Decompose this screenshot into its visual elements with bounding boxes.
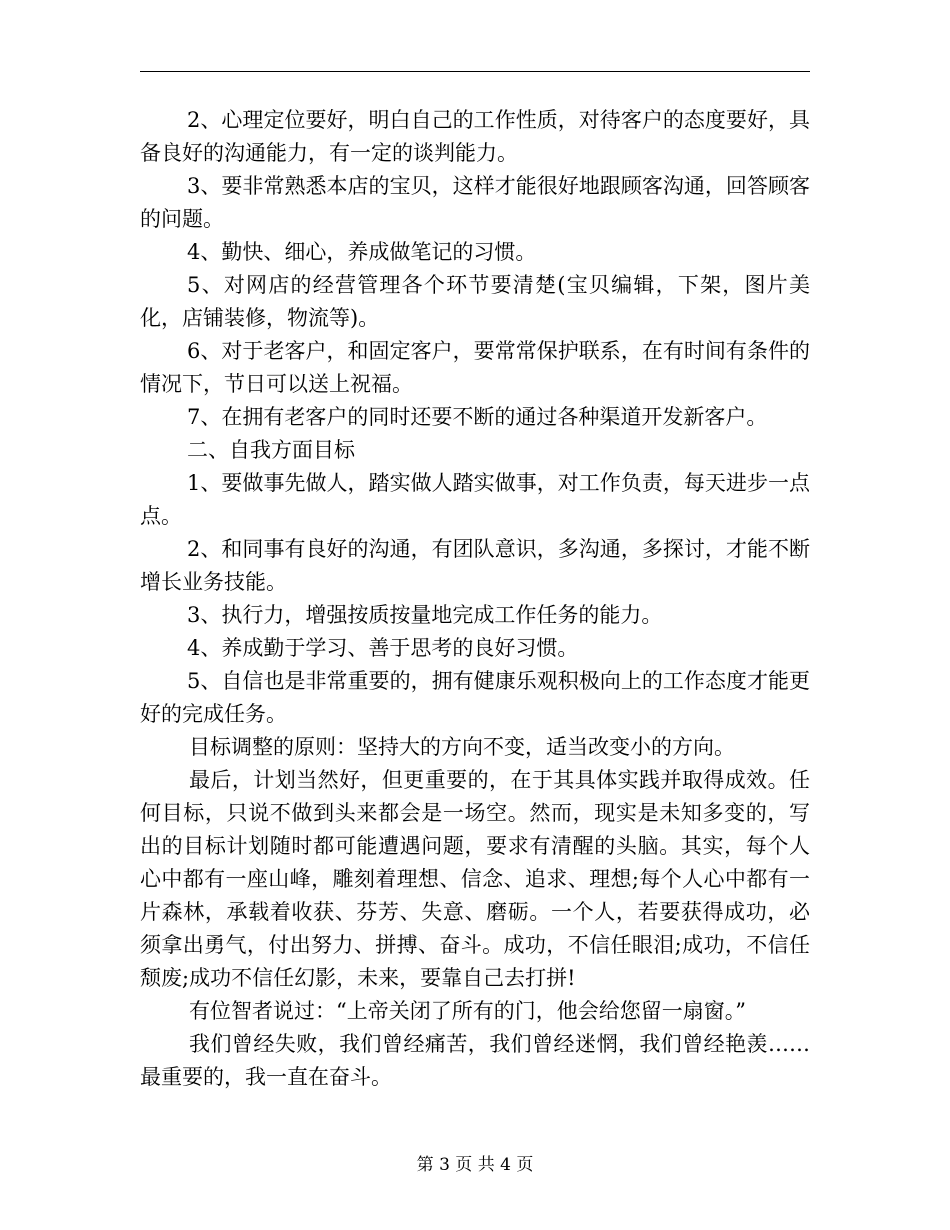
paragraph-quote: 有位智者说过：“上帝关闭了所有的门，他会给您留一扇窗。” bbox=[189, 999, 746, 1023]
paragraph-goal-2: 2、心理定位要好，明白自己的工作性质，对待客户的态度要好，具备良好的沟通能力，有一定的谈判能力。 bbox=[140, 108, 810, 165]
paragraph-self-5: 5、自信也是非常重要的，拥有健康乐观积极向上的工作态度才能更好的完成任务。 bbox=[140, 669, 810, 726]
paragraph-goal-4: 4、勤快、细心，养成做笔记的习惯。 bbox=[187, 240, 537, 264]
paragraph-self-4: 4、养成勤于学习、善于思考的良好习惯。 bbox=[187, 636, 579, 660]
page-footer: 第 3 页 共 4 页 bbox=[416, 1155, 534, 1175]
paragraph-goal-3: 3、要非常熟悉本店的宝贝，这样才能很好地跟顾客沟通，回答顾客的问题。 bbox=[140, 174, 810, 231]
paragraph-adjustment-principle: 目标调整的原则：坚持大的方向不变，适当改变小的方向。 bbox=[189, 735, 735, 759]
paragraph-goal-7: 7、在拥有老客户的同时还要不断的通过各种渠道开发新客户。 bbox=[187, 405, 768, 429]
paragraph-self-2: 2、和同事有良好的沟通，有团队意识，多沟通，多探讨，才能不断增长业务技能。 bbox=[140, 537, 810, 594]
document-body bbox=[140, 104, 810, 1094]
paragraph-goal-6: 6、对于老客户，和固定客户，要常常保护联系，在有时间有条件的情况下，节日可以送上祝福。 bbox=[140, 339, 810, 396]
paragraph-self-3: 3、执行力，增强按质按量地完成工作任务的能力。 bbox=[187, 603, 663, 627]
paragraph-conclusion: 最后，计划当然好，但更重要的，在于其具体实践并取得成效。任何目标，只说不做到头来都会是一场空。然而，现实是未知多变的，写出的目标计划随时都可能遭遇问题，要求有清醒的头脑。其实，每个人心中都有一座山峰，雕刻着理想、信念、追求、理想;每个人心中都有一片森林，承载着收获、芬芳、失意、磨砺。一个人，若要获得成功，必须拿出勇气，付出努力、拼搏、奋斗。成功，不信任眼泪;成功，不信任颓废;成功不信任幻影，未来，要靠自己去打拼! bbox=[140, 768, 810, 990]
section-heading-self-goals: 二、自我方面目标 bbox=[187, 438, 355, 462]
paragraph-self-1: 1、要做事先做人，踏实做人踏实做事，对工作负责，每天进步一点点。 bbox=[140, 471, 810, 528]
paragraph-closing: 我们曾经失败，我们曾经痛苦，我们曾经迷惘，我们曾经艳羡……最重要的，我一直在奋斗。 bbox=[140, 1032, 810, 1089]
header-rule bbox=[140, 71, 810, 72]
paragraph-goal-5: 5、对网店的经营管理各个环节要清楚(宝贝编辑，下架，图片美化，店铺装修，物流等)。 bbox=[140, 273, 810, 330]
